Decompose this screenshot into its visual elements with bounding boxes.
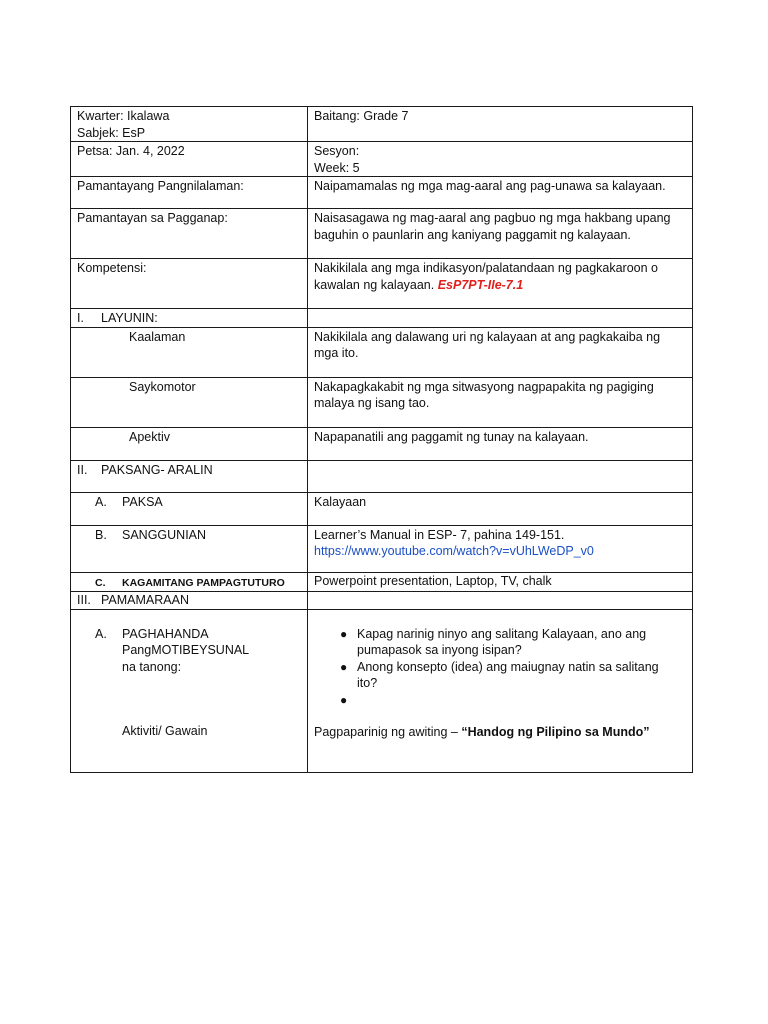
table-row <box>71 609 693 772</box>
knowledge-label-cell <box>71 327 308 377</box>
activity-label: Aktiviti/ Gawain <box>122 724 208 738</box>
item-title: PAGHAHANDA <box>122 626 209 641</box>
performance-standard-line: Naisasagawa ng mag-aaral ang pagbuo ng mga hakbang upang <box>314 211 671 225</box>
empty-cell <box>308 309 693 328</box>
content-standard-value: Naipamamalas ng mga mag-aaral ang pag-unawa sa kalayaan. <box>314 179 666 193</box>
knowledge-value-cell <box>308 327 693 377</box>
table-row <box>71 142 693 177</box>
competency-label-cell <box>71 259 308 309</box>
bullet-icon: ● <box>340 626 348 641</box>
topic-heading-cell <box>71 460 308 492</box>
competency-value-cell <box>308 259 693 309</box>
psychomotor-value-cell <box>308 377 693 427</box>
procedure-heading <box>77 592 301 609</box>
song-title: “Handog ng Pilipino sa Mundo” <box>461 725 650 739</box>
preparation-cell <box>71 609 308 772</box>
item-letter: B. <box>95 527 107 542</box>
competency-line: Nakikilala ang mga indikasyon/palatandaan ng pagkakaroon o <box>314 261 658 275</box>
date-cell <box>71 142 308 177</box>
knowledge-label: Kaalaman <box>129 329 186 344</box>
materials-label <box>95 574 301 592</box>
performance-standard-value-cell <box>308 209 693 259</box>
list-item <box>314 692 686 709</box>
psychomotor-line: malaya ng isang tao. <box>314 396 430 410</box>
content-standard-label-cell <box>71 177 308 209</box>
question-text <box>357 659 686 692</box>
list-item <box>314 626 686 659</box>
performance-standard-label: Pamantayan sa Pagganap: <box>77 211 228 225</box>
table-row <box>71 427 693 460</box>
materials-label-cell <box>71 572 308 592</box>
subject-matter-label <box>95 494 301 511</box>
question-line: pumapasok sa inyong isipan? <box>357 643 522 657</box>
subject-matter-label-cell <box>71 492 308 525</box>
item-title: PAKSA <box>122 494 163 509</box>
question-list <box>314 626 686 709</box>
section-number: II. <box>77 462 88 477</box>
session-text: Sesyon: <box>314 144 360 158</box>
quarter-subject-cell <box>71 107 308 142</box>
performance-standard-line: baguhin o paunlarin ang kaniyang paggamit ng kalayaan. <box>314 227 631 242</box>
knowledge-line: Nakikilala ang dalawang uri ng kalayaan at ang pagkakaiba ng <box>314 329 661 344</box>
objectives-heading <box>77 310 301 327</box>
grade-text: Baitang: Grade 7 <box>314 109 409 123</box>
item-title: KAGAMITANG PAMPAGTUTURO <box>122 576 285 589</box>
activity-prefix: Pagpaparinig ng awiting – <box>314 725 462 739</box>
competency-line <box>314 277 686 294</box>
table-row <box>71 492 693 525</box>
table-row <box>71 259 693 309</box>
materials-value: Powerpoint presentation, Laptop, TV, chalk <box>314 573 552 588</box>
topic-heading <box>77 462 301 479</box>
objectives-heading-cell <box>71 309 308 328</box>
quarter-text: Kwarter: Ikalawa <box>77 109 170 123</box>
affective-label-cell <box>71 427 308 460</box>
section-number: I. <box>77 311 84 325</box>
item-letter: A. <box>95 626 107 641</box>
question-line: Anong konsepto (idea) ang maiugnay natin sa salitang <box>357 659 659 674</box>
question-line: Kapag narinig ninyo ang salitang Kalayaan, ano ang <box>357 626 647 641</box>
item-letter: C. <box>95 576 106 589</box>
section-title: PAMAMARAAN <box>101 593 189 607</box>
knowledge-line: mga ito. <box>314 346 359 360</box>
youtube-link[interactable]: https://www.youtube.com/watch?v=vUhLWeDP_v0 <box>314 544 594 558</box>
question-text <box>357 626 686 659</box>
psychomotor-label: Saykomotor <box>129 379 196 394</box>
item-letter: A. <box>95 494 107 509</box>
section-number: III. <box>77 593 91 607</box>
date-text: Petsa: Jan. 4, 2022 <box>77 144 185 158</box>
activity-text <box>314 724 686 741</box>
table-row <box>71 107 693 142</box>
subject-text: Sabjek: EsP <box>77 125 146 140</box>
table-row <box>71 177 693 209</box>
references-text: Learner’s Manual in ESP- 7, pahina 149-151. <box>314 527 565 542</box>
question-line: ito? <box>357 676 378 690</box>
references-label-cell <box>71 525 308 572</box>
motivational-line: PangMOTIBEYSUNAL <box>122 643 250 657</box>
lesson-plan-table <box>70 106 693 773</box>
affective-value: Napapanatili ang paggamit ng tunay na kalayaan. <box>314 429 589 444</box>
section-title: PAKSANG- ARALIN <box>101 462 213 477</box>
content-standard-value-cell <box>308 177 693 209</box>
table-row <box>71 309 693 328</box>
motivational-line: na tanong: <box>122 659 182 674</box>
references-label <box>95 527 301 544</box>
subject-matter-value-cell <box>308 492 693 525</box>
bullet-icon: ● <box>340 659 348 674</box>
week-text: Week: 5 <box>314 160 360 175</box>
preparation-content-cell <box>308 609 693 772</box>
competency-line-text: kawalan ng kalayaan. <box>314 277 435 292</box>
subject-matter-value: Kalayaan <box>314 494 367 509</box>
bullet-icon: ● <box>340 692 348 707</box>
section-title: LAYUNIN: <box>101 311 158 325</box>
references-value-cell <box>308 525 693 572</box>
table-row <box>71 572 693 592</box>
procedure-heading-cell <box>71 592 308 610</box>
affective-value-cell <box>308 427 693 460</box>
grade-cell <box>308 107 693 142</box>
table-row <box>71 327 693 377</box>
table-row <box>71 377 693 427</box>
table-row <box>71 209 693 259</box>
table-row <box>71 525 693 572</box>
competency-label: Kompetensi: <box>77 261 147 275</box>
affective-label: Apektiv <box>129 429 170 444</box>
empty-question <box>357 692 686 709</box>
psychomotor-label-cell <box>71 377 308 427</box>
list-item <box>314 659 686 692</box>
item-title: SANGGUNIAN <box>122 527 207 542</box>
empty-cell <box>308 592 693 610</box>
preparation-label <box>95 626 301 643</box>
session-cell <box>308 142 693 177</box>
preparation-block <box>95 626 301 676</box>
materials-value-cell <box>308 572 693 592</box>
performance-standard-label-cell <box>71 209 308 259</box>
competency-code: EsP7PT-IIe-7.1 <box>437 277 524 292</box>
empty-cell <box>308 460 693 492</box>
table-row <box>71 460 693 492</box>
table-row <box>71 592 693 610</box>
content-standard-label: Pamantayang Pangnilalaman: <box>77 179 244 193</box>
psychomotor-line: Nakapagkakabit ng mga sitwasyong nagpapakita ng pagiging <box>314 379 654 394</box>
